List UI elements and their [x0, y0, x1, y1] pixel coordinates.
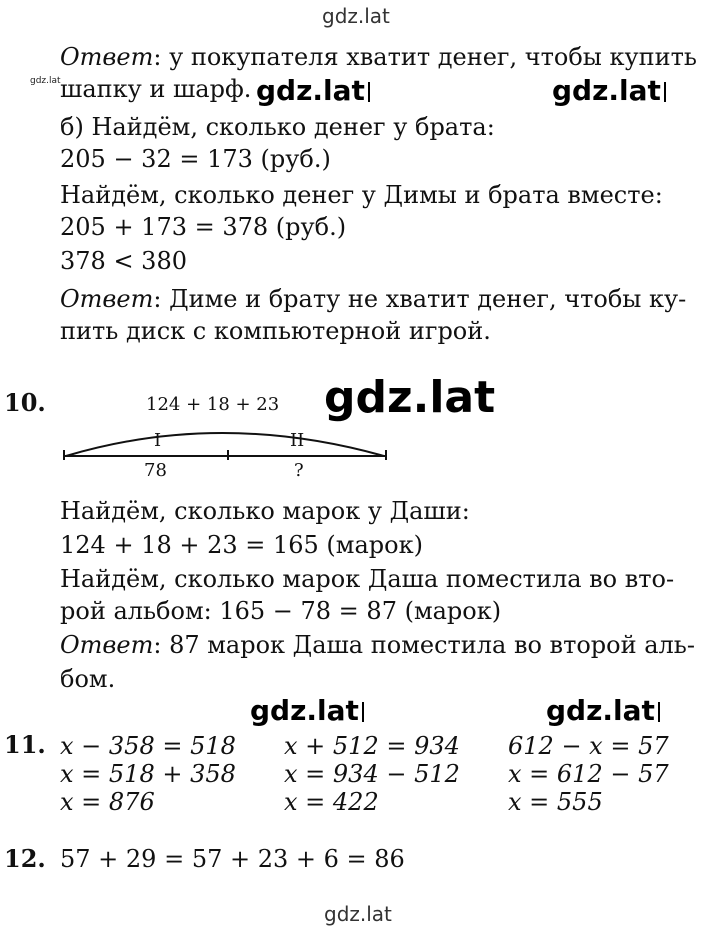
text-line: Найдём, сколько марок Даша поместила во вто- [60, 565, 675, 593]
equation-line: 205 − 32 = 173 (руб.) [60, 145, 331, 173]
equation-col2-row3: x = 422 [284, 788, 379, 816]
answer-label: Ответ [60, 631, 154, 659]
answer-label: Ответ [60, 285, 154, 313]
answer-label: Ответ [60, 43, 154, 71]
answer-text: : 87 марок Даша поместила во второй аль- [153, 631, 695, 659]
diagram-value1: 78 [144, 460, 167, 481]
equation-col1-row1: x − 358 = 518 [60, 732, 236, 760]
watermark: gdz.lat [546, 694, 660, 727]
answer-line [60, 284, 686, 314]
answer-text: : у покупателя хватит денег, чтобы купить [153, 43, 697, 71]
watermark: gdz.lat [552, 74, 666, 107]
watermark: gdz.lat [250, 694, 364, 727]
equation-col1-row2: x = 518 + 358 [60, 760, 236, 788]
answer-line [60, 630, 695, 660]
task-number: 12. [4, 844, 46, 873]
segment-diagram [60, 420, 390, 460]
diagram-part1-label: I [154, 430, 162, 451]
answer-continuation: бом. [60, 665, 116, 693]
watermark-large: gdz.lat [324, 372, 496, 423]
equation-line: 205 + 173 = 378 (руб.) [60, 213, 347, 241]
task-number: 11. [4, 730, 46, 759]
diagram-value2: ? [294, 460, 304, 481]
text-line: б) Найдём, сколько денег у брата: [60, 113, 495, 141]
equation-col2-row1: x + 512 = 934 [284, 732, 460, 760]
equation-col3-row3: x = 555 [508, 788, 603, 816]
diagram-sum-label: 124 + 18 + 23 [146, 394, 280, 415]
equation-line: рой альбом: 165 − 78 = 87 (марок) [60, 597, 502, 625]
diagram-part2-label: II [290, 430, 305, 451]
equation-line: 57 + 29 = 57 + 23 + 6 = 86 [60, 845, 405, 873]
comparison-line: 378 < 380 [60, 247, 187, 275]
watermark-top: gdz.lat [322, 4, 390, 28]
equation-line: 124 + 18 + 23 = 165 (марок) [60, 531, 423, 559]
equation-col3-row1: 612 − x = 57 [508, 732, 669, 760]
task-number: 10. [4, 388, 46, 417]
answer-text: : Диме и брату не хватит денег, чтобы ку- [153, 285, 687, 313]
equation-col1-row3: x = 876 [60, 788, 155, 816]
watermark: gdz.lat [256, 74, 370, 107]
text-line: Найдём, сколько марок у Даши: [60, 497, 470, 525]
equation-col2-row2: x = 934 − 512 [284, 760, 460, 788]
answer-continuation: шапку и шарф. [60, 75, 252, 103]
watermark-bottom: gdz.lat [324, 902, 392, 926]
answer-line [60, 42, 697, 72]
answer-continuation: пить диск с компьютерной игрой. [60, 317, 491, 345]
diagram-arc [66, 433, 384, 456]
text-line: Найдём, сколько денег у Димы и брата вместе: [60, 181, 663, 209]
equation-col3-row2: x = 612 − 57 [508, 760, 669, 788]
watermark-tiny: gdz.lat [30, 76, 61, 86]
